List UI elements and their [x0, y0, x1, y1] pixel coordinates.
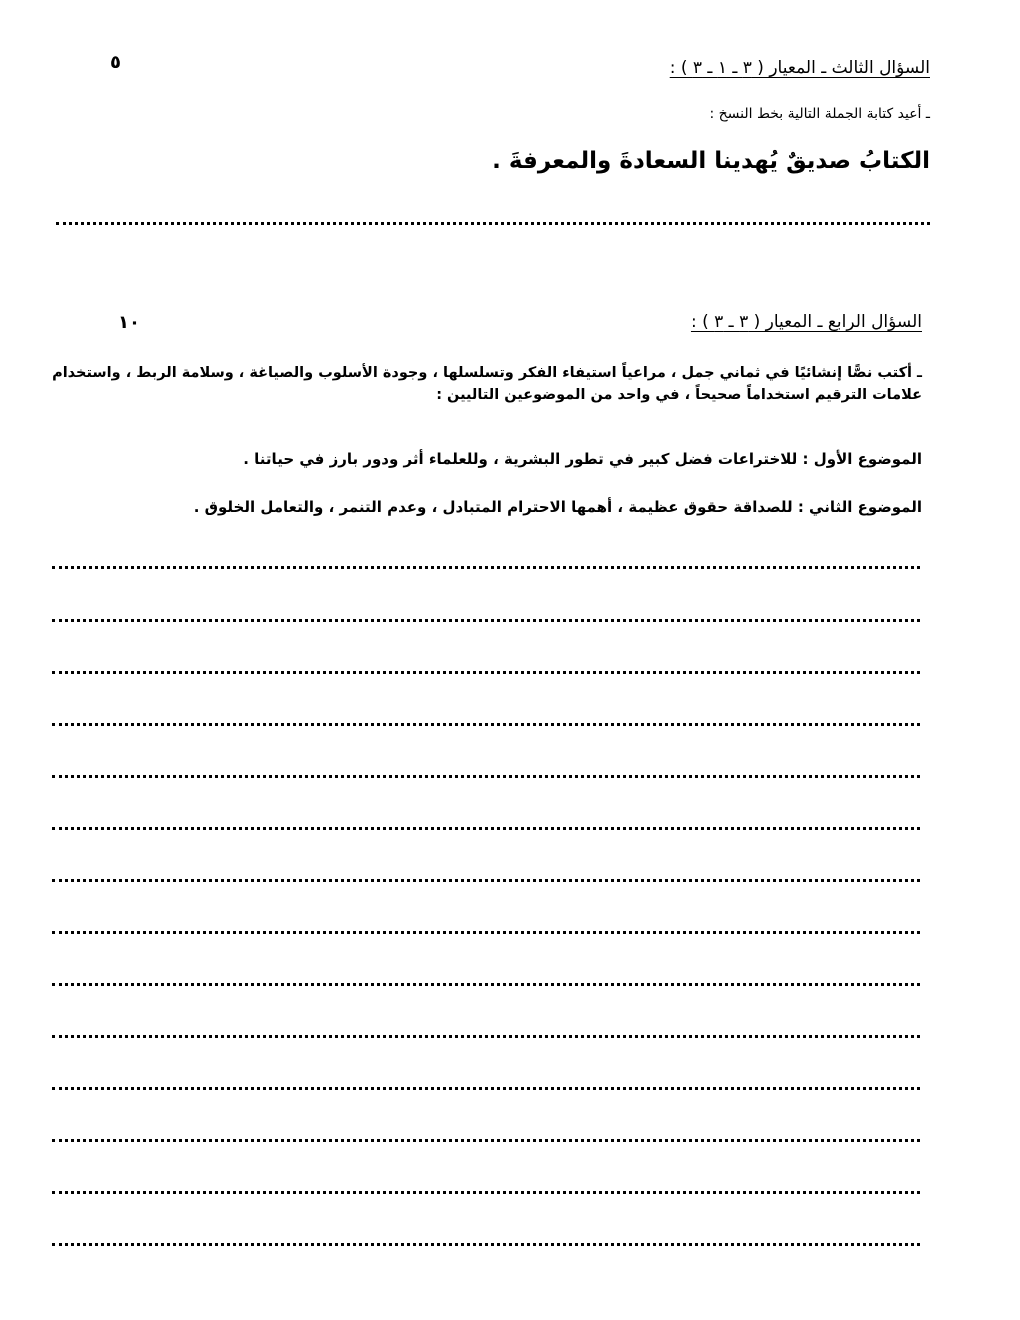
writing-line[interactable]	[52, 931, 920, 934]
topic-2: الموضوع الثاني : للصداقة حقوق عظيمة ، أهمها الاحترام المتبادل ، وعدم التنمر ، والتعامل الخلوق .	[193, 498, 922, 516]
section3-sentence: الكتابُ صديقٌ يُهدينا السعادةَ والمعرفةَ .	[492, 148, 930, 174]
writing-line[interactable]	[52, 1087, 920, 1090]
answer-line[interactable]	[56, 222, 930, 225]
writing-line[interactable]	[52, 775, 920, 778]
section4-instruction: ـ أكتب نصًّا إنشائيًا في ثماني جمل ، مراعياً استيفاء الفكر وتسلسلها ، وجودة الأسلوب والصياغة ، وسلامة الربط ، واستخدام علامات الترقيم استخداماً صحيحاً ، في واحد من الموضوعين التاليين :	[52, 365, 922, 403]
writing-line[interactable]	[52, 827, 920, 830]
writing-line[interactable]	[52, 1191, 920, 1194]
writing-line[interactable]	[52, 1139, 920, 1142]
section4-score: ١٠	[118, 312, 140, 333]
writing-line[interactable]	[52, 879, 920, 882]
writing-line[interactable]	[52, 723, 920, 726]
writing-line[interactable]	[52, 619, 920, 622]
writing-line[interactable]	[52, 1243, 920, 1246]
section3-heading: السؤال الثالث ـ المعيار ( ٣ ـ ١ ـ ٣ ) :	[669, 58, 930, 78]
writing-line[interactable]	[52, 566, 920, 569]
section4-heading: السؤال الرابع ـ المعيار ( ٣ ـ ٣ ) :	[690, 312, 922, 332]
section3-instruction: ـ أعيد كتابة الجملة التالية بخط النسخ :	[709, 106, 930, 122]
section3-score: ٥	[110, 52, 121, 73]
writing-line[interactable]	[52, 1035, 920, 1038]
writing-line[interactable]	[52, 671, 920, 674]
writing-line[interactable]	[52, 983, 920, 986]
topic-1: الموضوع الأول : للاختراعات فضل كبير في تطور البشرية ، وللعلماء أثر ودور بارز في حياتنا .	[243, 450, 922, 468]
